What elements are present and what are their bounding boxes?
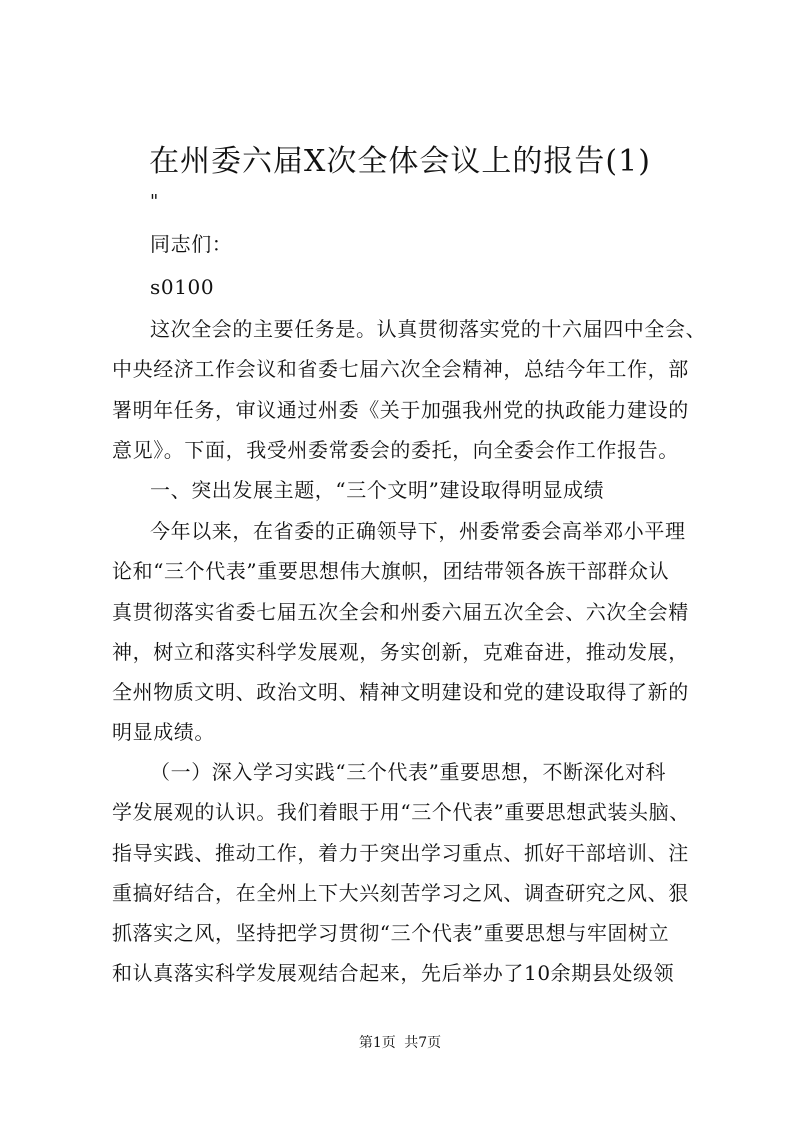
body-line: 和认真落实科学发展观结合起来，先后举办了10余期县处级领 bbox=[112, 961, 675, 985]
body-line: 署明年任务，审议通过州委《关于加强我州党的执政能力建设的 bbox=[112, 398, 689, 422]
body-line: 中央经济工作会议和省委七届六次全会精神，总结今年工作，部 bbox=[112, 357, 689, 381]
document-title: 在州委六届X次全体会议上的报告(1) bbox=[149, 144, 651, 179]
body-line: 学发展观的认识。我们着眼于用“三个代表”重要思想武装头脑、 bbox=[112, 800, 690, 824]
body-line: 今年以来，在省委的正确领导下，州委常委会高举邓小平理 bbox=[150, 519, 686, 543]
body-line: 这次全会的主要任务是。认真贯彻落实党的十六届四中全会、 bbox=[150, 317, 707, 341]
body-line: 明显成绩。 bbox=[112, 720, 215, 744]
page-total: 共7页 bbox=[404, 1035, 442, 1051]
page-number: 第1页 bbox=[358, 1035, 396, 1051]
body-line: 重搞好结合，在全州上下大兴刻苦学习之风、调查研究之风、狠 bbox=[112, 881, 689, 905]
page-footer bbox=[0, 1033, 800, 1053]
section-heading: 一、突出发展主题，“三个文明”建设取得明显成绩 bbox=[150, 478, 605, 502]
body-line: 真贯彻落实省委七届五次全会和州委六届五次全会、六次全会精 bbox=[112, 600, 689, 624]
body-line: 神，树立和落实科学发展观，务实创新，克难奋进，推动发展， bbox=[112, 640, 689, 664]
subsection-line: （一）深入学习实践“三个代表”重要思想，不断深化对科 bbox=[150, 760, 667, 784]
body-line: 指导实践、推动工作，着力于突出学习重点、抓好干部培训、注 bbox=[112, 841, 689, 865]
body-line: 意见》。下面，我受州委常委会的委托，向全委会作工作报告。 bbox=[112, 438, 679, 462]
body-line: 全州物质文明、政治文明、精神文明建设和党的建设取得了新的 bbox=[112, 680, 689, 704]
stray-quote-mark: " bbox=[150, 191, 159, 212]
body-line: 论和“三个代表”重要思想伟大旗帜，团结带领各族干部群众认 bbox=[112, 559, 670, 583]
document-code: s0100 bbox=[150, 275, 215, 299]
salutation: 同志们： bbox=[150, 232, 233, 256]
body-line: 抓落实之风，坚持把学习贯彻“三个代表”重要思想与牢固树立 bbox=[112, 921, 670, 945]
